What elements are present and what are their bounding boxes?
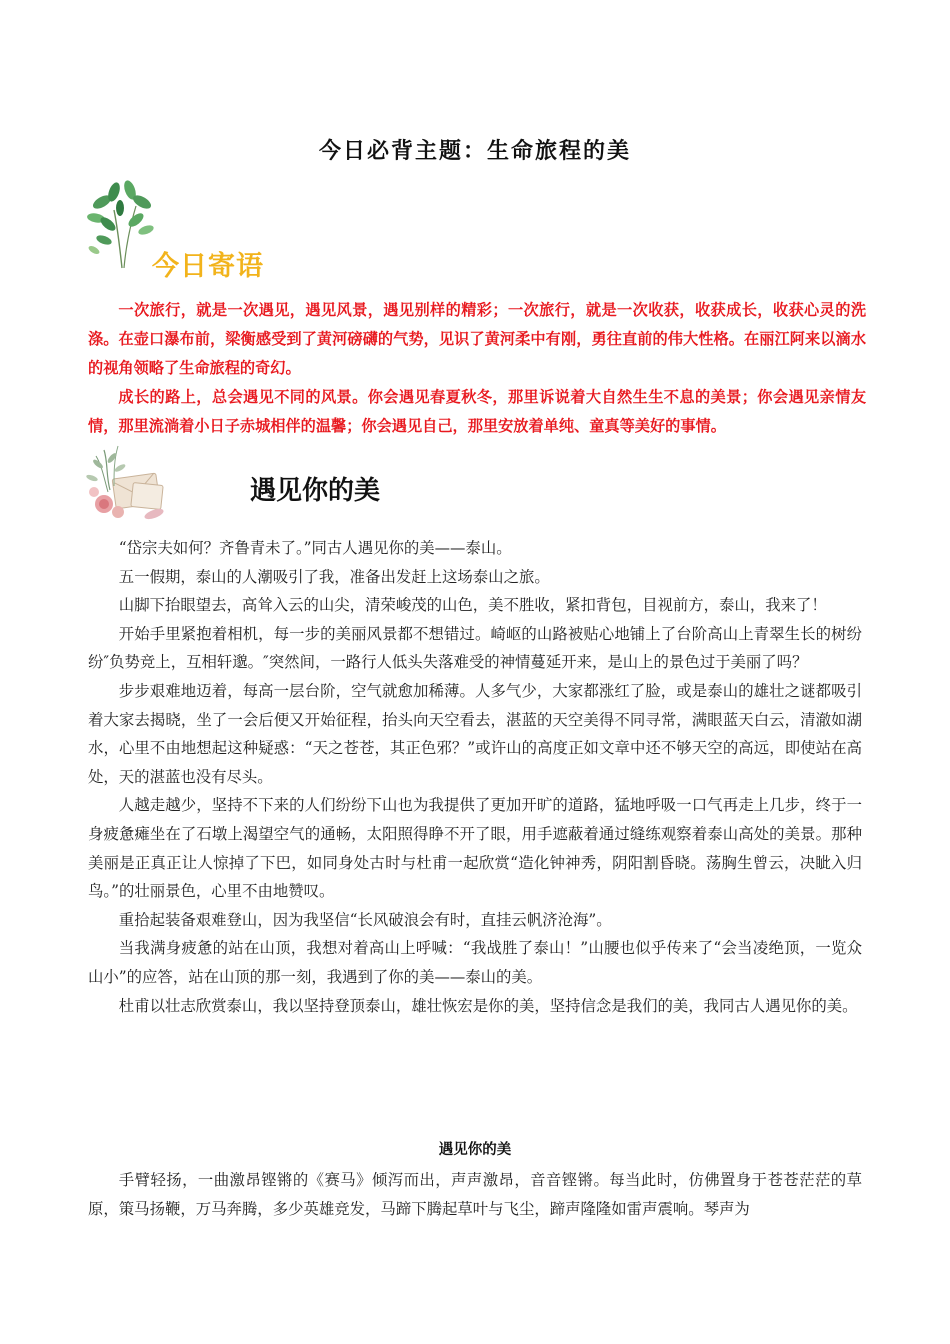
flowers-letter-icon xyxy=(84,442,170,526)
essay-paragraph: 重拾起装备艰难登山，因为我坚信“长风破浪会有时，直挂云帆济沧海”。 xyxy=(118,910,612,929)
essay-body xyxy=(88,534,862,1020)
essay-heading: 遇见你的美 xyxy=(250,476,381,506)
essay-paragraph: 当我满身疲惫的站在山顶，我想对着高山上呼喊：“我战胜了泰山！”山腰也似乎传来了“会当凌绝顶，一览众山小”的应答，站在山顶的那一刻，我遇到了你的美——泰山的美。 xyxy=(88,939,862,986)
essay-paragraph: 步步艰难地迈着，每高一层台阶，空气就愈加稀薄。人多气少，大家都涨红了脸，或是泰山的雄壮之谜都吸引着大家去揭晓，坐了一会后便又开始征程，抬头向天空看去，湛蓝的天空美得不同寻常，满眼蓝天白云，清澈如湖水，心里不由地想起这种疑惑：“天之苍苍，其正色邪？”或许山的高度正如文章中还不够天空的高远，即使站在高处，天的湛蓝也没有尽头。 xyxy=(88,681,862,786)
page-title: 今日必背主题：生命旅程的美 xyxy=(318,138,631,164)
essay2-body xyxy=(88,1166,862,1223)
essay-paragraph: “岱宗夫如何？齐鲁青未了。”同古人遇见你的美——泰山。 xyxy=(118,539,512,557)
essay-paragraph: 开始手里紧抱着相机，每一步的美丽风景都不想错过。崎岖的山路被贴心地铺上了台阶高山上青翠生长的树纷纷″负势竞上，互相轩邈。″突然间，一路行人低头失落难受的神情蔓延开来，是山上的景色过于美丽了吗？ xyxy=(88,624,862,672)
plant-leaves-icon xyxy=(84,180,154,272)
yuyu-paragraph: 一次旅行，就是一次遇见，遇见风景，遇见别样的精彩；一次旅行，就是一次收获，收获成长，收获心灵的洗涤。在壶口瀑布前，梁衡感受到了黄河磅礴的气势，见识了黄河柔中有刚，勇往直前的伟大性格。在丽江阿来以滴水的视角领略了生命旅程的奇幻。 xyxy=(88,301,866,377)
essay2-heading: 遇见你的美 xyxy=(438,1141,512,1158)
essay-paragraph: 山脚下抬眼望去，高耸入云的山尖，清荣峻茂的山色，美不胜收，紧扣背包，目视前方，泰山，我来了！ xyxy=(118,596,827,615)
essay-paragraph: 五一假期，泰山的人潮吸引了我，准备出发赶上这场泰山之旅。 xyxy=(118,567,550,586)
yuyu-text-block xyxy=(88,296,866,441)
essay-paragraph: 杜甫以壮志欣赏泰山，我以坚持登顶泰山，雄壮恢宏是你的美，坚持信念是我们的美，我同古人遇见你的美。 xyxy=(118,996,858,1015)
essay2-paragraph: 手臂轻扬，一曲激昂铿锵的《赛马》倾泻而出，声声激昂，音音铿锵。每当此时，仿佛置身于苍苍茫茫的草原，策马扬鞭，万马奔腾，多少英雄竞发，马蹄下腾起草叶与飞尘，蹄声隆隆如雷声震响。琴声为 xyxy=(88,1171,862,1218)
yuyu-paragraph: 成长的路上，总会遇见不同的风景。你会遇见春夏秋冬，那里诉说着大自然生生不息的美景；你会遇见亲情友情，那里流淌着小日子赤城相伴的温馨；你会遇见自己，那里安放着单纯、童真等美好的事情。 xyxy=(88,388,866,435)
essay-paragraph: 人越走越少，坚持不下来的人们纷纷下山也为我提供了更加开旷的道路，猛地呼吸一口气再走上几步，终于一身疲惫瘫坐在了石墩上渴望空气的通畅，太阳照得睁不开了眼，用手遮蔽着通过缝练观察着泰山高处的美景。那种美丽是正真正让人惊掉了下巴，如同身处古时与杜甫一起欣赏“造化钟神秀，阴阳割昏晓。荡胸生曾云，决眦入归鸟。”的壮丽景色，心里不由地赞叹。 xyxy=(88,796,862,901)
section-heading-yuyu: 今日寄语 xyxy=(152,251,264,282)
